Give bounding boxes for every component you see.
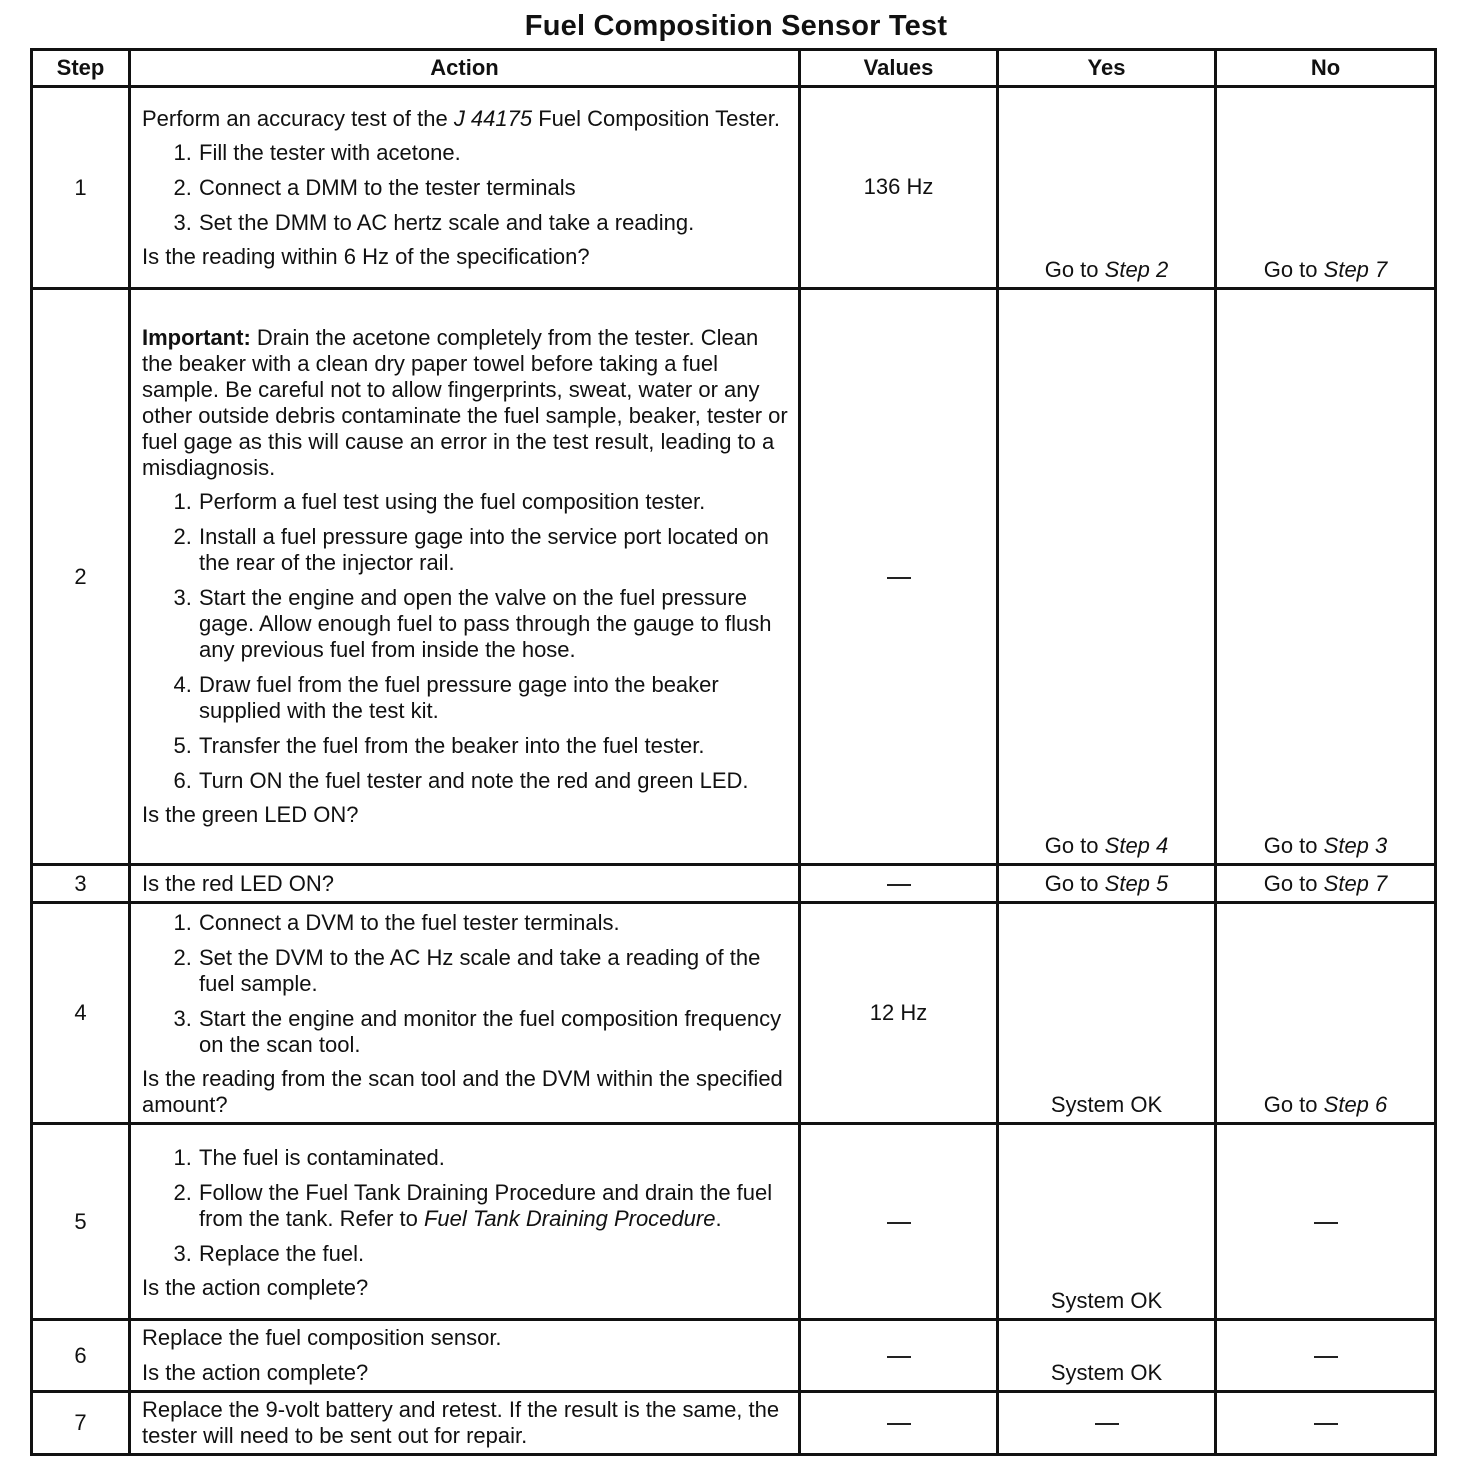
value-cell (800, 1124, 998, 1320)
document-title: Fuel Composition Sensor Test (524, 10, 948, 42)
step-number: 4 (32, 903, 130, 1124)
table-row-step-7 (32, 1392, 1436, 1455)
no-cell (1216, 1124, 1436, 1320)
action-question: Is the red LED ON? (142, 870, 334, 896)
action-question: Is the action complete? (142, 1274, 369, 1300)
action-intro: Perform an accuracy test of the J 44175 Fuel Composition Tester. (142, 105, 780, 131)
value-cell (800, 289, 998, 865)
dash-mark (1095, 1423, 1119, 1425)
action-cell (130, 1320, 800, 1392)
table-row-step-3 (32, 865, 1436, 903)
list-item: 1. Fill the tester with acetone. (198, 140, 788, 166)
list-item: 2. Follow the Fuel Tank Draining Procedure and drain the fuel from the tank. Refer to Fuel Tank Draining Procedure. (198, 1180, 788, 1232)
no-cell: Go to Step 7 (1216, 865, 1436, 903)
yes-cell: Go to Step 2 (998, 87, 1216, 289)
value-cell (800, 1320, 998, 1392)
action-question: Is the reading within 6 Hz of the specification? (142, 243, 590, 269)
header-yes: Yes (998, 50, 1216, 87)
dash-mark (1314, 1356, 1338, 1358)
action-list (142, 910, 788, 1058)
action-cell (130, 289, 800, 865)
dash-mark (887, 577, 911, 579)
yes-cell: Go to Step 4 (998, 289, 1216, 865)
list-item: 4. Draw fuel from the fuel pressure gage into the beaker supplied with the test kit. (198, 672, 788, 724)
action-question: Is the green LED ON? (142, 802, 359, 827)
list-item: 3. Set the DMM to AC hertz scale and take a reading. (198, 210, 788, 236)
action-question: Is the action complete? (142, 1360, 369, 1385)
table-row-step-6 (32, 1320, 1436, 1392)
yes-cell (998, 1392, 1216, 1455)
header-no: No (1216, 50, 1436, 87)
header-action: Action (130, 50, 800, 87)
action-text: Replace the 9-volt battery and retest. If the result is the same, the tester will need to be sent out for repair. (142, 1397, 780, 1448)
value-cell: 12 Hz (800, 903, 998, 1124)
yes-cell: System OK (998, 1124, 1216, 1320)
list-item: 6. Turn ON the fuel tester and note the red and green LED. (198, 768, 788, 794)
yes-cell: System OK (998, 903, 1216, 1124)
no-cell: Go to Step 6 (1216, 903, 1436, 1124)
list-item: 1. Connect a DVM to the fuel tester terminals. (198, 910, 788, 936)
list-item: 1. Perform a fuel test using the fuel composition tester. (198, 489, 788, 515)
no-cell: Go to Step 7 (1216, 87, 1436, 289)
action-cell (130, 1392, 800, 1455)
dash-mark (887, 884, 911, 886)
no-cell (1216, 1320, 1436, 1392)
value-cell (800, 865, 998, 903)
dash-mark (1314, 1423, 1338, 1425)
step-number: 7 (32, 1392, 130, 1455)
list-item: 2. Install a fuel pressure gage into the service port located on the rear of the injector rail. (198, 524, 788, 576)
dash-mark (887, 1423, 911, 1425)
value-cell: 136 Hz (800, 87, 998, 289)
list-item: 1. The fuel is contaminated. (198, 1145, 788, 1171)
step-number: 6 (32, 1320, 130, 1392)
action-cell (130, 1124, 800, 1320)
step-number: 2 (32, 289, 130, 865)
list-item: 3. Start the engine and open the valve on the fuel pressure gage. Allow enough fuel to pass through the gauge to flush any previous fuel from inside the hose. (198, 585, 788, 663)
table-row-step-5 (32, 1124, 1436, 1320)
table-row-step-2 (32, 289, 1436, 865)
dash-mark (887, 1222, 911, 1224)
action-cell (130, 865, 800, 903)
action-question: Is the reading from the scan tool and the DVM within the specified amount? (142, 1066, 783, 1117)
action-list (142, 1145, 788, 1267)
action-text: Replace the fuel composition sensor. (142, 1325, 502, 1350)
list-item: 2. Set the DVM to the AC Hz scale and take a reading of the fuel sample. (198, 945, 788, 997)
list-item: 3. Replace the fuel. (198, 1241, 788, 1267)
header-step: Step (32, 50, 130, 87)
important-note: Important: Drain the acetone completely from the tester. Clean the beaker with a clean dry paper towel before taking a fuel sample. Be careful not to allow fingerprints, sweat, water or any other outside debris contaminate the fuel sample, beaker, tester or fuel gage as this will cause an error in the test result, leading to a misdiagnosis. (142, 325, 788, 480)
list-item: 5. Transfer the fuel from the beaker into the fuel tester. (198, 733, 788, 759)
dash-mark (887, 1356, 911, 1358)
list-item: 3. Start the engine and monitor the fuel composition frequency on the scan tool. (198, 1006, 788, 1058)
action-list (142, 140, 788, 236)
no-cell: Go to Step 3 (1216, 289, 1436, 865)
yes-cell: Go to Step 5 (998, 865, 1216, 903)
list-item: 2. Connect a DMM to the tester terminals (198, 175, 788, 201)
step-number: 3 (32, 865, 130, 903)
no-cell (1216, 1392, 1436, 1455)
table-row-step-4 (32, 903, 1436, 1124)
value-cell (800, 1392, 998, 1455)
diagnostic-table (30, 48, 1437, 1456)
step-number: 1 (32, 87, 130, 289)
dash-mark (1314, 1222, 1338, 1224)
action-cell (130, 903, 800, 1124)
yes-cell: System OK (998, 1320, 1216, 1392)
step-number: 5 (32, 1124, 130, 1320)
table-row-step-1 (32, 87, 1436, 289)
action-cell (130, 87, 800, 289)
header-row (32, 50, 1436, 87)
header-values: Values (800, 50, 998, 87)
action-list (142, 489, 788, 794)
